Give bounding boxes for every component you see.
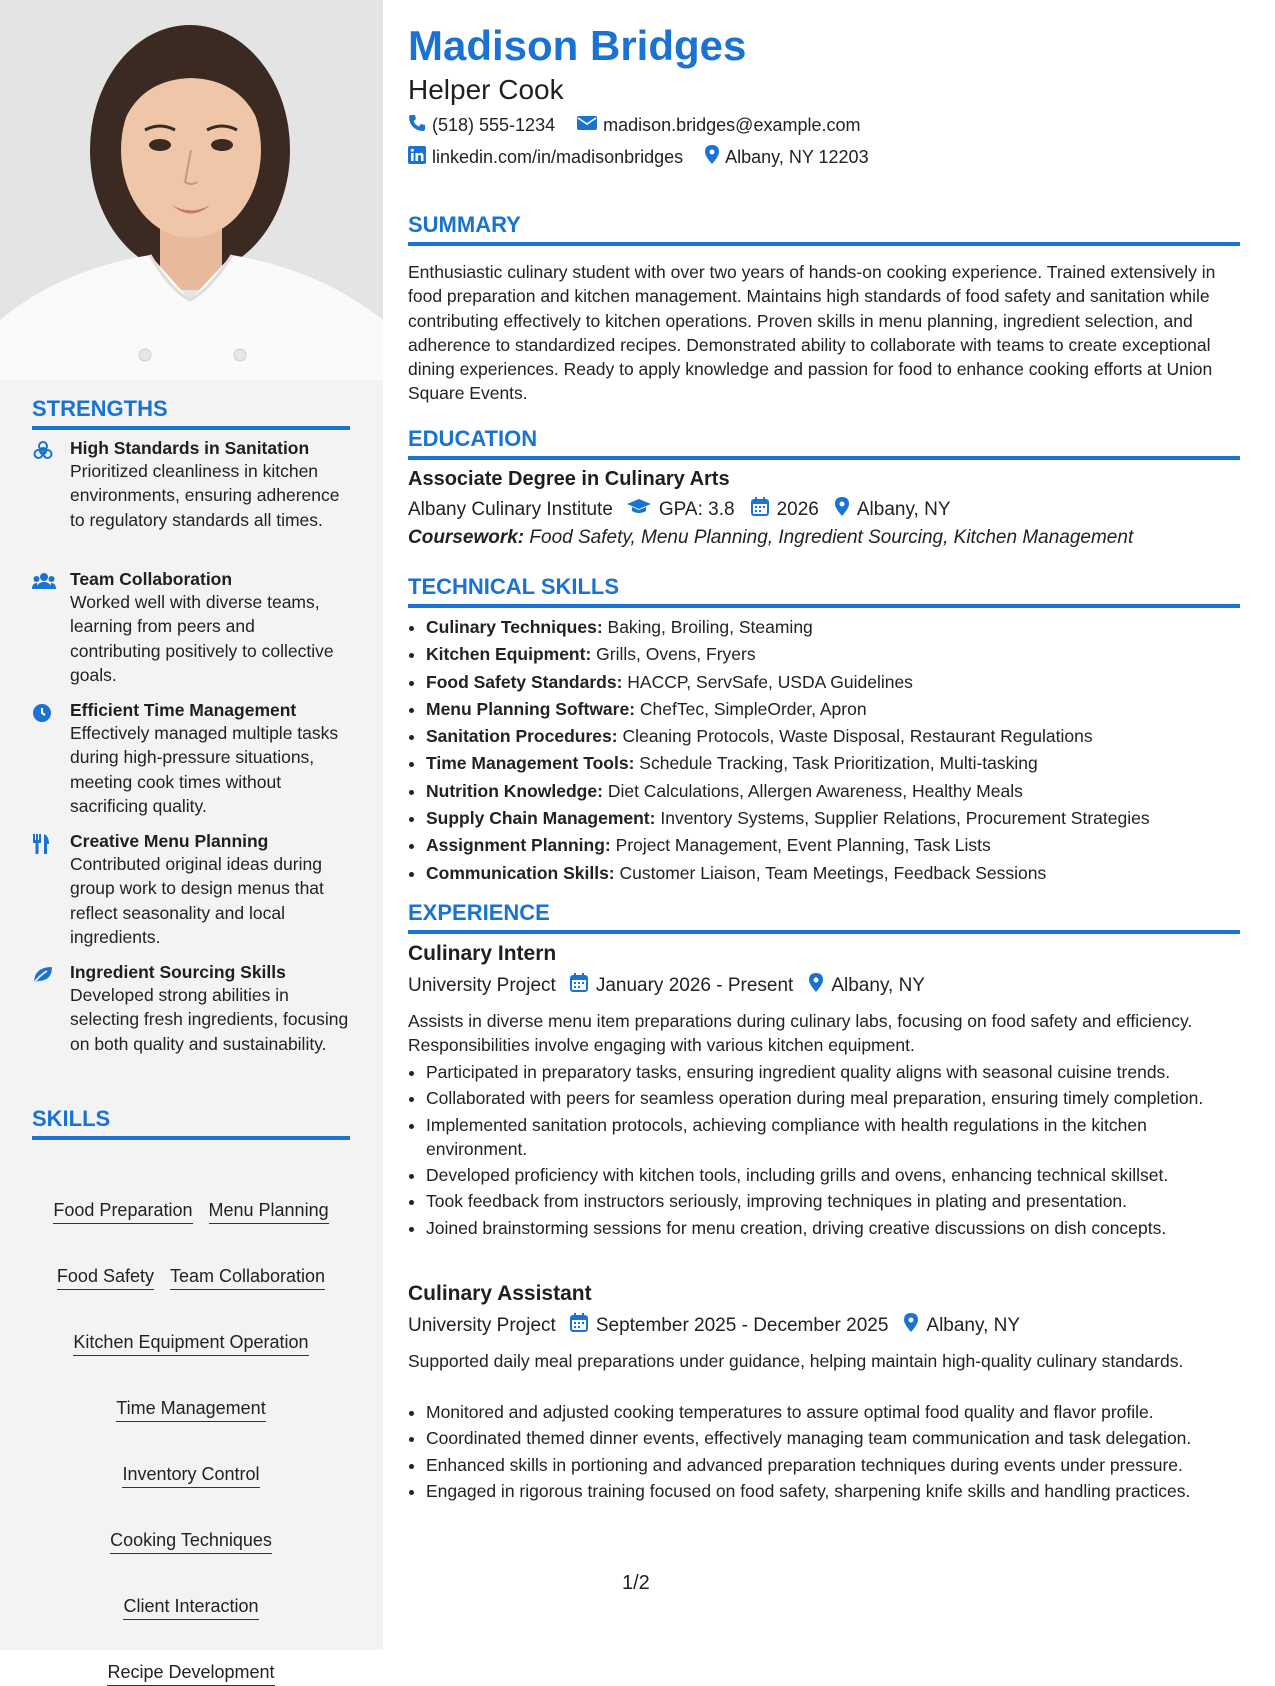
leaf-icon <box>32 965 54 1056</box>
contact-row <box>408 114 860 137</box>
email-icon <box>577 115 597 136</box>
skills-list <box>32 1200 350 1686</box>
list-item: • Monitored and adjusted cooking temperatures to assure optimal food quality and flavor profile. <box>426 1400 1240 1424</box>
linkedin-contact[interactable] <box>408 145 683 169</box>
coursework-label: Coursework: <box>408 527 525 548</box>
coursework-line <box>408 527 1133 549</box>
job-title-1: Culinary Intern <box>408 942 557 965</box>
phone-text: (518) 555-1234 <box>432 115 556 135</box>
summary-text: Enthusiastic culinary student with over two years of hands-on cooking experience. Trained extensively in food preparation and kitchen management. Maintains high standards of food safety and sanitation while contributing effectively to kitchen operations. Proven skills in menu planning, ingredient selection, and adherence to standardized recipes. Demonstrated ability to collaborate with teams to create exceptional dining experiences. Ready to apply knowledge and passion for food to enhance cooking efforts at Union Square Events. <box>408 262 1216 404</box>
strength-item <box>32 569 350 687</box>
job-bullets-2 <box>408 1400 1240 1505</box>
graduation-cap-icon <box>627 498 651 522</box>
job-description: Assists in diverse menu item preparations during culinary labs, focusing on food safety and efficiency. Responsibilities involve engaging with various kitchen equipment. <box>408 1011 1193 1056</box>
profile-photo-illustration <box>0 0 383 380</box>
skill-chip: Time Management <box>116 1398 265 1422</box>
list-item: • Time Management Tools: Schedule Tracking, Task Prioritization, Multi-tasking <box>426 750 1240 777</box>
skill-chip: Cooking Techniques <box>110 1530 272 1554</box>
skill-chip: Food Safety <box>57 1266 154 1290</box>
skill-chip: Recipe Development <box>107 1662 274 1686</box>
linkedin-icon <box>408 146 426 169</box>
list-item: • Took feedback from instructors seriously, improving techniques in plating and presentation. <box>426 1189 1240 1213</box>
coursework-list: Food Safety, Menu Planning, Ingredient Sourcing, Kitchen Management <box>529 527 1134 548</box>
phone-contact <box>408 114 555 137</box>
clock-icon <box>32 703 54 818</box>
list-item: • Enhanced skills in portioning and advanced preparation techniques during events under pressure. <box>426 1453 1240 1477</box>
list-item: • Communication Skills: Customer Liaison, Team Meetings, Feedback Sessions <box>426 860 1240 887</box>
gpa-text: GPA: 3.8 <box>658 498 735 520</box>
strengths-heading: STRENGTHS <box>32 396 350 430</box>
job-meta-1 <box>408 973 925 998</box>
job-org: University Project <box>408 1314 556 1336</box>
calendar-icon <box>751 497 769 522</box>
email-contact[interactable] <box>577 114 860 137</box>
job-meta-2 <box>408 1313 1020 1338</box>
users-icon <box>32 572 54 687</box>
strength-desc: Effectively managed multiple tasks during high-pressure situations, meeting cook times without sacrificing quality. <box>70 723 339 816</box>
strength-desc: Contributed original ideas during group work to design menus that reflect seasonality and local ingredients. <box>70 854 324 947</box>
page-number: 1/2 <box>622 1572 650 1594</box>
strength-title: Ingredient Sourcing Skills <box>70 962 286 982</box>
list-item: • Sanitation Procedures: Cleaning Protocols, Waste Disposal, Restaurant Regulations <box>426 723 1240 750</box>
location-text: Albany, NY 12203 <box>725 146 869 167</box>
technical-skills-list <box>408 614 1240 887</box>
email-link[interactable]: madison.bridges@example.com <box>603 115 861 135</box>
list-item: • Supply Chain Management: Inventory Systems, Supplier Relations, Procurement Strategies <box>426 805 1240 832</box>
job-dates: September 2025 - December 2025 <box>595 1314 889 1336</box>
skill-chip: Food Preparation <box>53 1200 192 1224</box>
skill-chip: Kitchen Equipment Operation <box>73 1332 308 1356</box>
strength-item <box>32 962 350 1056</box>
education-details <box>408 497 951 522</box>
job-title-2: Culinary Assistant <box>408 1282 592 1305</box>
strength-desc: Developed strong abilities in selecting fresh ingredients, focusing on both quality and sustainability. <box>70 985 349 1054</box>
job-location: Albany, NY <box>831 974 925 996</box>
calendar-icon <box>570 973 588 998</box>
list-item: • Joined brainstorming sessions for menu creation, driving creative discussions on dish concepts. <box>426 1216 1240 1240</box>
school-name: Albany Culinary Institute <box>408 498 613 520</box>
graduation-year: 2026 <box>776 498 819 520</box>
skill-chip: Inventory Control <box>122 1464 259 1488</box>
job-bullets-1 <box>408 1060 1240 1242</box>
list-item: • Implemented sanitation protocols, achieving compliance with health regulations in the kitchen environment. <box>426 1113 1240 1162</box>
job-dates: January 2026 - Present <box>595 974 794 996</box>
strength-item <box>32 438 350 532</box>
list-item: • Food Safety Standards: HACCP, ServSafe, USDA Guidelines <box>426 669 1240 696</box>
skills-heading: SKILLS <box>32 1106 350 1140</box>
contact-row-2 <box>408 145 869 169</box>
strength-desc: Worked well with diverse teams, learning from peers and contributing positively to collective goals. <box>70 592 334 685</box>
list-item: • Nutrition Knowledge: Diet Calculations, Allergen Awareness, Healthy Meals <box>426 778 1240 805</box>
utensils-icon <box>32 834 54 949</box>
summary-heading: SUMMARY <box>408 212 1240 246</box>
education-heading: EDUCATION <box>408 426 1240 460</box>
job-location: Albany, NY <box>926 1314 1021 1336</box>
strength-title: Efficient Time Management <box>70 700 297 720</box>
linkedin-link[interactable]: linkedin.com/in/madisonbridges <box>432 146 684 167</box>
biohazard-icon <box>32 441 54 532</box>
phone-icon <box>408 114 426 137</box>
location-pin-icon <box>705 145 719 169</box>
skill-chip: Client Interaction <box>123 1596 258 1620</box>
calendar-icon <box>570 1313 588 1338</box>
strength-item <box>32 700 350 818</box>
school-location: Albany, NY <box>856 498 951 520</box>
location-pin-icon <box>835 497 849 522</box>
list-item: • Coordinated themed dinner events, effectively managing team communication and task delegation. <box>426 1426 1240 1450</box>
technical-skills-heading: TECHNICAL SKILLS <box>408 574 1240 608</box>
experience-heading: EXPERIENCE <box>408 900 1240 934</box>
strength-item <box>32 831 350 949</box>
location-pin-icon <box>809 973 823 998</box>
profile-photo <box>0 0 383 380</box>
location-pin-icon <box>904 1313 918 1338</box>
list-item: • Engaged in rigorous training focused on food safety, sharpening knife skills and handling practices. <box>426 1479 1240 1503</box>
job-org: University Project <box>408 974 556 996</box>
list-item: • Culinary Techniques: Baking, Broiling, Steaming <box>426 614 1240 641</box>
list-item: • Kitchen Equipment: Grills, Ovens, Fryers <box>426 641 1240 668</box>
strength-title: Creative Menu Planning <box>70 831 269 851</box>
job-title: Helper Cook <box>408 74 564 105</box>
skill-chip: Team Collaboration <box>170 1266 325 1290</box>
list-item: • Menu Planning Software: ChefTec, SimpleOrder, Apron <box>426 696 1240 723</box>
job-description: Supported daily meal preparations under guidance, helping maintain high-quality culinary standards. <box>408 1351 1184 1371</box>
strength-title: Team Collaboration <box>70 569 233 589</box>
degree-title: Associate Degree in Culinary Arts <box>408 468 730 490</box>
sidebar <box>0 0 383 1682</box>
strength-title: High Standards in Sanitation <box>70 438 310 458</box>
candidate-name: Madison Bridges <box>408 22 747 69</box>
location-contact <box>705 145 868 169</box>
list-item: • Developed proficiency with kitchen tools, including grills and ovens, enhancing technical skillset. <box>426 1163 1240 1187</box>
skill-chip: Menu Planning <box>209 1200 329 1224</box>
strength-desc: Prioritized cleanliness in kitchen environments, ensuring adherence to regulatory standards all times. <box>70 461 340 530</box>
list-item: • Collaborated with peers for seamless operation during meal preparation, ensuring timely completion. <box>426 1086 1240 1110</box>
list-item: • Participated in preparatory tasks, ensuring ingredient quality aligns with seasonal cuisine trends. <box>426 1060 1240 1084</box>
list-item: • Assignment Planning: Project Management, Event Planning, Task Lists <box>426 832 1240 859</box>
